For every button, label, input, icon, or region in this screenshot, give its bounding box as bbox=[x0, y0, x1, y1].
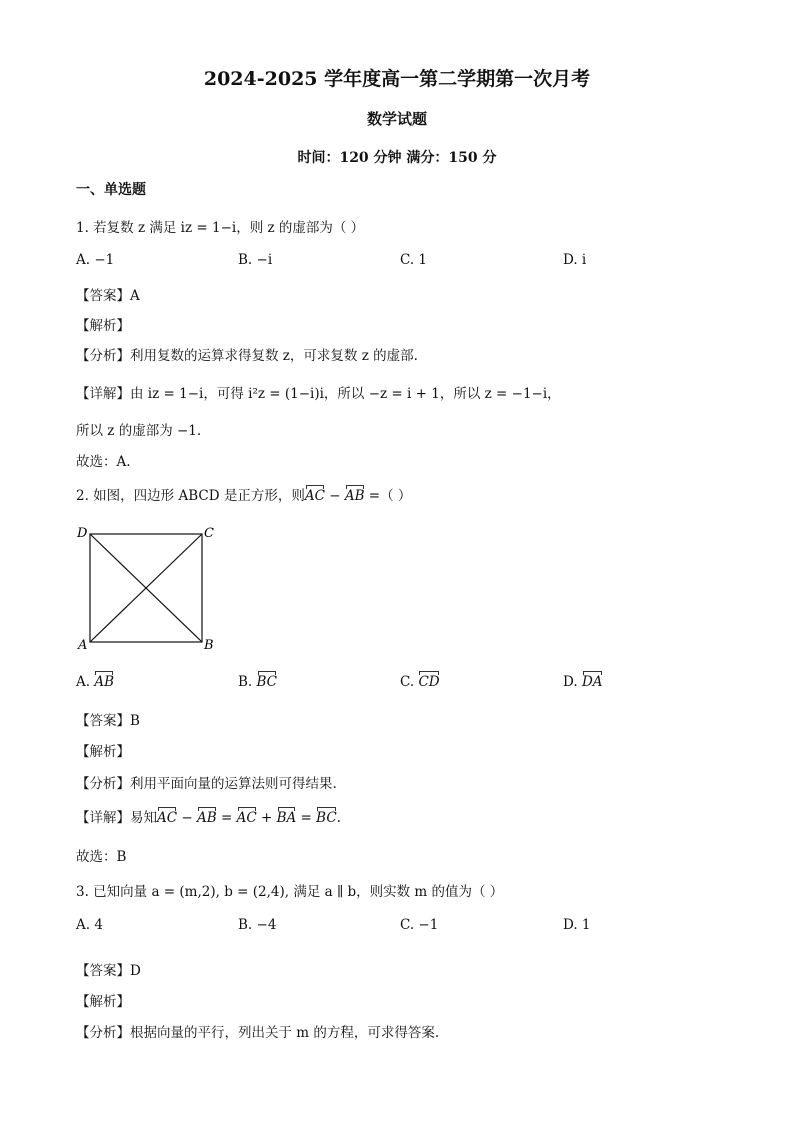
q2-option-c-vector: CD bbox=[418, 670, 439, 690]
q1-option-c: C. 1 bbox=[400, 252, 428, 268]
q1-analysis-label: 【解析】 bbox=[76, 318, 130, 334]
q2-answer: 【答案】B bbox=[76, 713, 140, 729]
q3-option-a: A. 4 bbox=[76, 917, 103, 933]
q3-option-d: D. 1 bbox=[563, 917, 591, 933]
q2-option-d-letter: D. bbox=[563, 674, 578, 690]
exam-title: 2024-2025 学年度高一第二学期第一次月考 bbox=[203, 68, 591, 90]
q2-detail-vec-2: AB bbox=[197, 806, 217, 826]
q2-option-a bbox=[76, 670, 114, 690]
q2-option-a-vector: AB bbox=[94, 670, 114, 690]
q2-option-d bbox=[563, 670, 603, 690]
q3-analysis-label: 【解析】 bbox=[76, 994, 130, 1010]
q2-detail-op-3: + bbox=[256, 810, 277, 826]
q2-option-b-vector: BC bbox=[257, 670, 278, 690]
q2-detail-prefix: 【详解】易知 bbox=[76, 810, 157, 826]
q3-stem: 3. 已知向量 a = (m,2), b = (2,4), 满足 a ∥ b，则实数 m 的值为（ ） bbox=[76, 884, 504, 900]
q2-fenxi: 【分析】利用平面向量的运算法则可得结果. bbox=[76, 776, 337, 792]
q2-vector-ab: AB bbox=[345, 484, 365, 504]
q2-detail-op-4: = bbox=[296, 810, 317, 826]
q1-detail: 【详解】由 iz = 1−i，可得 i²z = (1−i)i，所以 −z = i + 1，所以 z = −1−i， bbox=[76, 386, 561, 402]
q1-fenxi: 【分析】利用复数的运算求得复数 z，可求复数 z 的虚部. bbox=[76, 348, 418, 364]
q2-option-d-vector: DA bbox=[582, 670, 603, 690]
q2-detail-vec-1: AC bbox=[157, 806, 177, 826]
q2-detail bbox=[76, 806, 341, 826]
q2-option-b bbox=[238, 670, 277, 690]
q2-option-b-letter: B. bbox=[238, 674, 253, 690]
section-heading: 一、单选题 bbox=[76, 182, 146, 198]
q2-detail-op-2: = bbox=[216, 810, 237, 826]
q1-answer: 【答案】A bbox=[76, 288, 140, 304]
q2-detail-vec-4: BA bbox=[277, 806, 297, 826]
q2-detail-vec-5: BC bbox=[316, 806, 337, 826]
q3-answer: 【答案】D bbox=[76, 963, 141, 979]
q2-stem-suffix: =（ ） bbox=[364, 488, 412, 504]
q2-detail-op-1: − bbox=[177, 810, 197, 826]
q1-detail-2: 所以 z 的虚部为 −1. bbox=[76, 423, 202, 439]
vertex-label-a: A bbox=[78, 638, 88, 653]
q3-fenxi: 【分析】根据向量的平行，列出关于 m 的方程，可求得答案. bbox=[76, 1025, 440, 1041]
vertex-label-b: B bbox=[204, 638, 214, 653]
q2-option-c bbox=[400, 670, 440, 690]
q1-stem: 1. 若复数 z 满足 iz = 1−i，则 z 的虚部为（ ） bbox=[76, 220, 365, 236]
q2-choose: 故选：B bbox=[76, 849, 127, 865]
q3-option-c: C. −1 bbox=[400, 917, 439, 933]
q1-option-a: A. −1 bbox=[76, 252, 115, 268]
q2-option-c-letter: C. bbox=[400, 674, 415, 690]
q2-minus: − bbox=[324, 488, 345, 504]
q1-choose: 故选：A. bbox=[76, 454, 131, 470]
square-figure bbox=[74, 522, 224, 657]
q2-option-a-letter: A. bbox=[76, 674, 91, 690]
vertex-label-d: D bbox=[77, 526, 88, 541]
q2-analysis-label: 【解析】 bbox=[76, 744, 130, 760]
q3-option-b: B. −4 bbox=[238, 917, 277, 933]
q1-option-b: B. −i bbox=[238, 252, 273, 268]
q2-stem-prefix: 2. 如图，四边形 ABCD 是正方形，则 bbox=[76, 488, 305, 504]
q2-stem bbox=[76, 484, 411, 504]
q2-vector-ac: AC bbox=[305, 484, 325, 504]
q2-detail-end: . bbox=[336, 810, 341, 826]
q2-detail-vec-3: AC bbox=[237, 806, 257, 826]
vertex-label-c: C bbox=[204, 526, 214, 541]
time-info: 时间：120 分钟 满分：150 分 bbox=[297, 150, 497, 166]
q1-option-d: D. i bbox=[563, 252, 587, 268]
subject-title: 数学试题 bbox=[366, 110, 427, 128]
